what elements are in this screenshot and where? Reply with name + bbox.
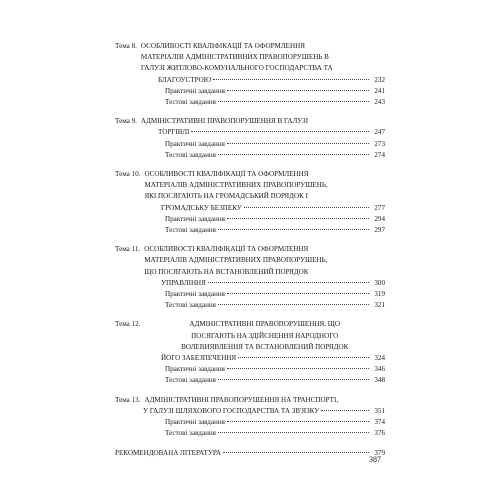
title-line: ПОСЯГАЮТЬ НА ЗДІЙСНЕННЯ НАРОДНОГО: [191, 331, 339, 340]
subentry-label: Тестові завдання: [165, 429, 216, 438]
page-ref: 300: [374, 278, 385, 287]
dot-leader: [218, 101, 369, 102]
subentry-label: Практичні завдання: [165, 365, 225, 374]
table-of-contents: [115, 41, 385, 459]
topic-number: Тема 11.: [115, 245, 141, 254]
page-ref: 374: [374, 418, 385, 427]
page-ref: 324: [374, 354, 385, 363]
page-ref: 241: [374, 86, 385, 95]
toc-heading: [115, 395, 385, 406]
page-ref: 243: [374, 98, 385, 107]
title-line: ТОРГІВЛІ: [158, 128, 190, 137]
dot-leader: [238, 357, 369, 358]
subentry-label: Практичні завдання: [165, 139, 225, 148]
toc-entry-topic-8: [115, 41, 385, 108]
toc-heading: [115, 41, 385, 75]
subentry-label: Практичні завдання: [165, 418, 225, 427]
page-ref: 247: [374, 128, 385, 137]
subentry-label: Тестові завдання: [165, 226, 216, 235]
topic-number: Тема 10.: [115, 170, 141, 179]
toc-heading: [115, 319, 385, 353]
title-line: ЩО ПОСЯГАЮТЬ НА ВСТАНОВЛЕНИЙ ПОРЯДОК: [144, 267, 309, 276]
literature-label: РЕКОМЕНДОВАНА ЛІТЕРАТУРА: [115, 448, 221, 457]
toc-heading: [115, 169, 385, 203]
toc-subentry: [115, 375, 385, 386]
title-line: УПРАВЛІННЯ: [161, 278, 206, 287]
subentry-label: Тестові завдання: [165, 301, 216, 310]
subentry-label: Тестові завдання: [165, 98, 216, 107]
title-line: ОСОБЛИВОСТІ КВАЛІФІКАЦІЇ ТА ОФОРМЛЕННЯ: [144, 245, 309, 254]
page-ref: 379: [374, 448, 385, 457]
toc-subentry: [115, 97, 385, 108]
dot-leader: [227, 90, 369, 91]
dot-leader: [218, 379, 369, 380]
title-line: АДМІНІСТРАТИВНІ ПРАВОПОРУШЕННЯ В ГАЛУЗІ: [140, 117, 309, 126]
page-ref: 351: [374, 406, 385, 415]
title-line: АДМІНІСТРАТИВНІ ПРАВОПОРУШЕННЯ, ЩО: [189, 320, 341, 329]
subentry-label: Практичні завдання: [165, 214, 225, 223]
title-line: ГАЛУЗІ ЖИТЛОВО-КОМУНАЛЬНОГО ГОСПОДАРСТВА ТА: [140, 64, 333, 73]
toc-subentry: [115, 300, 385, 311]
toc-subentry: [115, 86, 385, 97]
dot-leader: [321, 410, 369, 411]
page-ref: 297: [374, 226, 385, 235]
toc-entry-topic-9: [115, 116, 385, 161]
title-last-line: [115, 203, 385, 214]
title-line: У ГАЛУЗІ ШЛЯХОВОГО ГОСПОДАРСТВА ТА ЗВ'ЯЗКУ: [143, 406, 320, 415]
page-ref: 294: [374, 214, 385, 223]
title-line: БЛАГОУСТРОЮ: [158, 75, 212, 84]
title-line: МАТЕРІАЛІВ АДМІНІСТРАТИВНИХ ПРАВОПОРУШЕНЬ,: [144, 256, 328, 265]
page-ref: 273: [374, 139, 385, 148]
title-line: ОСОБЛИВОСТІ КВАЛІФІКАЦІЇ ТА ОФОРМЛЕННЯ: [144, 170, 309, 179]
dot-leader: [208, 282, 369, 283]
topic-title: [144, 169, 385, 203]
title-line: ЯКІ ПОСЯГАЮТЬ НА ГРОМАДСЬКИЙ ПОРЯДОК І: [144, 192, 308, 201]
topic-number: Тема 9.: [115, 117, 137, 126]
title-last-line: [115, 406, 385, 417]
toc-subentry: [115, 289, 385, 300]
title-last-line: [115, 353, 385, 364]
title-line: ВОЛЕВИЯВЛЕННЯ ТА ВСТАНОВЛЕНИЙ ПОРЯДОК: [181, 342, 349, 351]
title-last-line: [115, 75, 385, 86]
topic-title: [141, 41, 385, 75]
page-ref: 232: [374, 75, 385, 84]
topic-title: [144, 395, 385, 406]
title-line: МАТЕРІАЛІВ АДМІНІСТРАТИВНИХ ПРАВОПОРУШЕНЬ В: [140, 53, 329, 62]
dot-leader: [218, 229, 369, 230]
dot-leader: [218, 304, 369, 305]
subentry-label: Тестові завдання: [165, 376, 216, 385]
toc-subentry: [115, 139, 385, 150]
toc-subentry: [115, 417, 385, 428]
dot-leader: [213, 79, 369, 80]
subentry-label: Практичні завдання: [165, 86, 225, 95]
page-ref: 274: [374, 150, 385, 159]
dot-leader: [223, 452, 369, 453]
topic-number: Тема 13.: [115, 395, 141, 404]
toc-entry-topic-13: [115, 395, 385, 440]
toc-heading: [115, 244, 385, 278]
page-ref: 376: [374, 429, 385, 438]
title-line: АДМІНІСТРАТИВНІ ПРАВОПОРУШЕННЯ НА ТРАНСПОРТІ,: [144, 395, 339, 404]
topic-number: Тема 12.: [115, 320, 141, 329]
dot-leader: [227, 218, 369, 219]
title-line: ГРОМАДСЬКУ БЕЗПЕКУ: [161, 203, 242, 212]
page-ref: 321: [374, 301, 385, 310]
dot-leader: [227, 293, 369, 294]
topic-title: [144, 319, 385, 353]
page-ref: 346: [374, 365, 385, 374]
dot-leader: [218, 432, 369, 433]
toc-entry-topic-10: [115, 169, 385, 236]
title-line: МАТЕРІАЛІВ АДМІНІСТРАТИВНИХ ПРАВОПОРУШЕНЬ,: [144, 181, 328, 190]
topic-title: [144, 244, 385, 278]
toc-entry-literature: [115, 448, 385, 459]
literature-line: [115, 448, 385, 459]
page-ref: 348: [374, 376, 385, 385]
dot-leader: [191, 131, 369, 132]
topic-title: [141, 116, 385, 127]
dot-leader: [218, 154, 369, 155]
toc-entry-topic-11: [115, 244, 385, 311]
toc-subentry: [115, 214, 385, 225]
dot-leader: [227, 143, 369, 144]
title-line: ОСОБЛИВОСТІ КВАЛІФІКАЦІЇ ТА ОФОРМЛЕННЯ: [140, 42, 305, 50]
dot-leader: [227, 368, 369, 369]
toc-heading: [115, 116, 385, 127]
page-ref: 277: [374, 203, 385, 212]
toc-entry-topic-12: [115, 319, 385, 386]
toc-subentry: [115, 225, 385, 236]
toc-subentry: [115, 364, 385, 375]
title-last-line: [115, 278, 385, 289]
toc-subentry: [115, 428, 385, 439]
page-ref: 319: [374, 290, 385, 299]
dot-leader: [227, 421, 369, 422]
title-line: ЙОГО ЗАБЕЗПЕЧЕННЯ: [161, 354, 237, 363]
dot-leader: [244, 207, 369, 208]
title-last-line: [115, 127, 385, 138]
page-number: 387: [369, 455, 381, 464]
subentry-label: Тестові завдання: [165, 150, 216, 159]
subentry-label: Практичні завдання: [165, 290, 225, 299]
topic-number: Тема 8.: [115, 42, 137, 50]
toc-subentry: [115, 150, 385, 161]
